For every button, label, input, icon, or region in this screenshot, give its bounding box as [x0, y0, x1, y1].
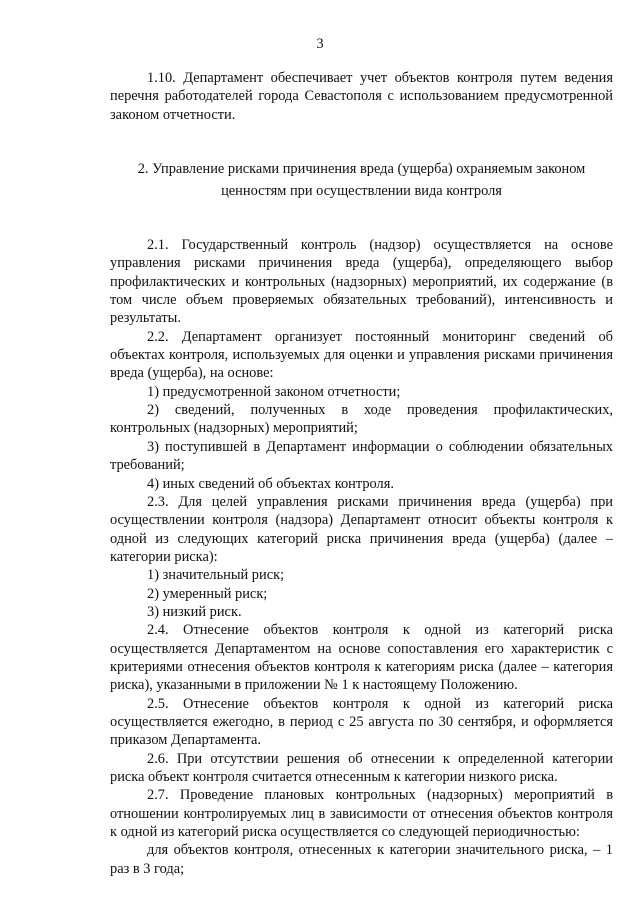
- paragraph-2-4: 2.4. Отнесение объектов контроля к одной из категорий риска осуществляется Департаментом на основе сопоставления его характеристик с критериями отнесения объектов контроля к категориям риска (далее – категория риска), указанными в приложении № 1 к настоящему Положению.: [110, 622, 613, 694]
- paragraph-2-5: 2.5. Отнесение объектов контроля к одной из категорий риска осуществляется ежегодно, в период с 25 августа по 30 сентября, и оформляется приказом Департамента.: [110, 695, 613, 749]
- list-item: 4) иных сведений об объектах контроля.: [147, 475, 394, 492]
- list-item: 2) умеренный риск;: [147, 585, 268, 602]
- section-heading-line-1: 2. Управление рисками причинения вреда (ущерба) охраняемым законом: [137, 161, 586, 178]
- list-item: 3) низкий риск.: [147, 603, 242, 620]
- document-body: [110, 69, 613, 878]
- paragraph-2-3: 2.3. Для целей управления рисками причинения вреда (ущерба) при осуществлении контроля (надзора) Департамент относит объекты контроля к одной из следующих категорий риска причинения вреда (ущерба) (далее – категории риска):: [110, 493, 613, 565]
- section-heading-line-2: ценностям при осуществлении вида контроля: [221, 183, 502, 200]
- paragraph-2-7: 2.7. Проведение плановых контрольных (надзорных) мероприятий в отношении контролируемых лиц в зависимости от отнесения объектов контроля к одной из категорий риска осуществляется со следующей периодичностью:: [110, 787, 613, 841]
- page-number: 3: [316, 36, 324, 52]
- section-heading: [110, 158, 613, 202]
- paragraph-2-2: 2.2. Департамент организует постоянный мониторинг сведений об объектах контроля, используемых для оценки и управления рисками причинения вреда (ущерба), на основе:: [110, 328, 613, 382]
- list-item: 1) значительный риск;: [147, 567, 285, 584]
- paragraph-2-1: 2.1. Государственный контроль (надзор) осуществляется на основе управления рисками причинения вреда (ущерба), определяющего выбор профилактических и контрольных (надзорных) мероприятий, их содержание (в том числе объем проверяемых обязательных требований), интенсивность и результаты.: [110, 237, 613, 327]
- paragraph-2-6: 2.6. При отсутствии решения об отнесении к определенной категории риска объект контроля считается отнесенным к категории низкого риска.: [110, 750, 613, 785]
- list-item: для объектов контроля, отнесенных к категории значительного риска, – 1 раз в 3 года;: [110, 842, 613, 877]
- paragraph-1-10: 1.10. Департамент обеспечивает учет объектов контроля путем ведения перечня работодателей города Севастополя с использованием предусмотренной законом отчетности.: [110, 70, 613, 123]
- list-item: 2) сведений, полученных в ходе проведения профилактических, контрольных (надзорных) мероприятий;: [110, 402, 613, 437]
- list-item: 1) предусмотренной законом отчетности;: [147, 383, 401, 400]
- list-item: 3) поступившей в Департамент информации о соблюдении обязательных требований;: [110, 438, 613, 474]
